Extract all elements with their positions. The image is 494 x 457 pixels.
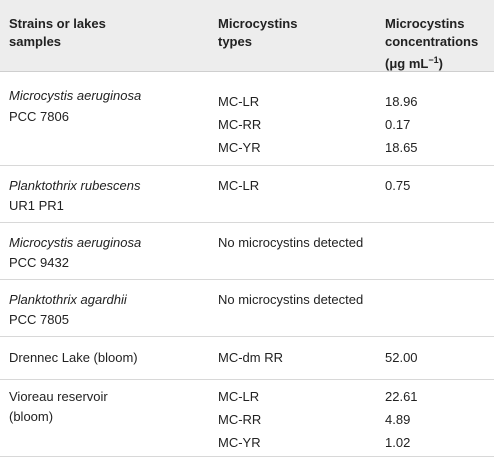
mc-type: MC-YR	[218, 435, 261, 450]
header-text: concentrations	[385, 34, 479, 49]
mc-type: MC-RR	[218, 117, 262, 132]
sample-note: (bloom)	[9, 409, 54, 424]
header-microcystins-types	[218, 15, 368, 51]
sample-name: Vioreau reservoir	[9, 389, 108, 404]
sample-strain: PCC 9432	[9, 255, 69, 270]
table-row	[0, 166, 494, 223]
unit-exponent: −1	[428, 55, 439, 65]
no-microcystins-note: No microcystins detected	[218, 292, 364, 307]
mc-concentration: 1.02	[385, 435, 411, 450]
mc-type: MC-LR	[218, 389, 260, 404]
mc-concentration: 0.75	[385, 178, 411, 193]
sample-name: Microcystis aeruginosa	[9, 235, 142, 250]
table-row	[0, 223, 494, 280]
mc-concentration: 4.89	[385, 412, 411, 427]
sample-name: Planktothrix rubescens	[9, 178, 141, 193]
table-header	[0, 0, 494, 72]
mc-type: MC-dm RR	[218, 350, 283, 365]
mc-type: MC-RR	[218, 412, 262, 427]
header-text: Microcystins	[218, 16, 298, 31]
unit-text: )	[438, 56, 443, 71]
mc-concentration: 18.96	[385, 94, 418, 109]
mc-type: MC-LR	[218, 178, 260, 193]
sample-strain: PCC 7806	[9, 109, 69, 124]
table-row	[0, 380, 494, 457]
mc-concentration: 22.61	[385, 389, 418, 404]
mc-type: MC-LR	[218, 94, 260, 109]
sample-name: Microcystis aeruginosa	[9, 88, 142, 103]
header-text: types	[218, 34, 252, 49]
mc-concentration: 52.00	[385, 350, 418, 365]
table-row	[0, 84, 494, 166]
header-strains-samples	[9, 15, 209, 51]
sample-name: Planktothrix agardhii	[9, 292, 127, 307]
header-microcystins-concentrations	[385, 15, 490, 73]
unit-text: (μg mL	[385, 56, 429, 71]
header-text: samples	[9, 34, 62, 49]
sample-strain: PCC 7805	[9, 312, 69, 327]
table-row	[0, 280, 494, 337]
mc-concentration: 18.65	[385, 140, 418, 155]
sample-name: Drennec Lake (bloom)	[9, 350, 138, 365]
header-text: Strains or lakes	[9, 16, 106, 31]
header-unit	[385, 51, 490, 73]
header-text: Microcystins	[385, 16, 465, 31]
mc-type: MC-YR	[218, 140, 261, 155]
no-microcystins-note: No microcystins detected	[218, 235, 364, 250]
sample-strain: UR1 PR1	[9, 198, 64, 213]
table-row	[0, 337, 494, 380]
mc-concentration: 0.17	[385, 117, 411, 132]
